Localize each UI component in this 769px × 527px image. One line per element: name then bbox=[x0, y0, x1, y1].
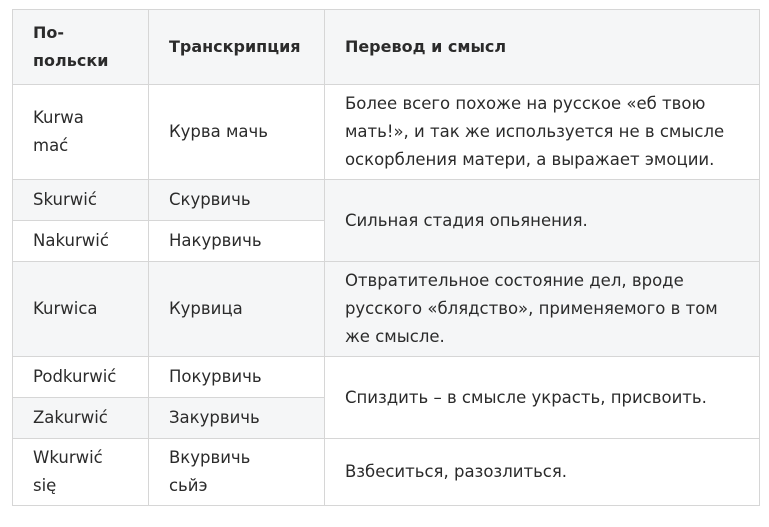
cell-meaning: Отвратительное состояние дел, вроде русского «блядство», применяемого в том же смысле. bbox=[324, 262, 759, 357]
header-polish-text: По- польски bbox=[33, 23, 109, 70]
cell-meaning: Взбеситься, разозлиться. bbox=[324, 439, 759, 506]
cell-polish: Nakurwić bbox=[13, 221, 149, 262]
cell-transcription: Накурвичь bbox=[148, 221, 324, 262]
cell-transcription: Закурвичь bbox=[148, 398, 324, 439]
cell-polish bbox=[13, 439, 149, 506]
cell-polish bbox=[13, 85, 149, 180]
cell-polish: Kurwica bbox=[13, 262, 149, 357]
slang-table bbox=[12, 9, 760, 506]
cell-polish-text: Wkurwić się bbox=[33, 448, 103, 495]
table-row bbox=[13, 357, 760, 398]
cell-meaning: Сильная стадия опьянения. bbox=[324, 180, 759, 262]
cell-transcription: Покурвичь bbox=[148, 357, 324, 398]
table-row bbox=[13, 180, 760, 221]
cell-polish: Zakurwić bbox=[13, 398, 149, 439]
header-meaning: Перевод и смысл bbox=[324, 10, 759, 85]
header-polish bbox=[13, 10, 149, 85]
header-transcription: Транскрипция bbox=[148, 10, 324, 85]
cell-meaning: Спиздить – в смысле украсть, присвоить. bbox=[324, 357, 759, 439]
cell-transcription-text: Вкурвичь сьйэ bbox=[168, 448, 251, 495]
table-container bbox=[12, 9, 760, 506]
cell-polish-text: Kurwa mać bbox=[33, 108, 84, 155]
cell-meaning: Более всего похоже на русское «еб твою мать!», и так же используется не в смысле оскорбления матери, а выражает эмоции. bbox=[324, 85, 759, 180]
table-header-row bbox=[13, 10, 760, 85]
cell-transcription: Скурвичь bbox=[148, 180, 324, 221]
cell-polish: Skurwić bbox=[13, 180, 149, 221]
table-row bbox=[13, 85, 760, 180]
cell-transcription bbox=[148, 439, 324, 506]
cell-polish: Podkurwić bbox=[13, 357, 149, 398]
table-row bbox=[13, 262, 760, 357]
cell-transcription: Курва мачь bbox=[148, 85, 324, 180]
cell-transcription: Курвица bbox=[148, 262, 324, 357]
table-row bbox=[13, 439, 760, 506]
